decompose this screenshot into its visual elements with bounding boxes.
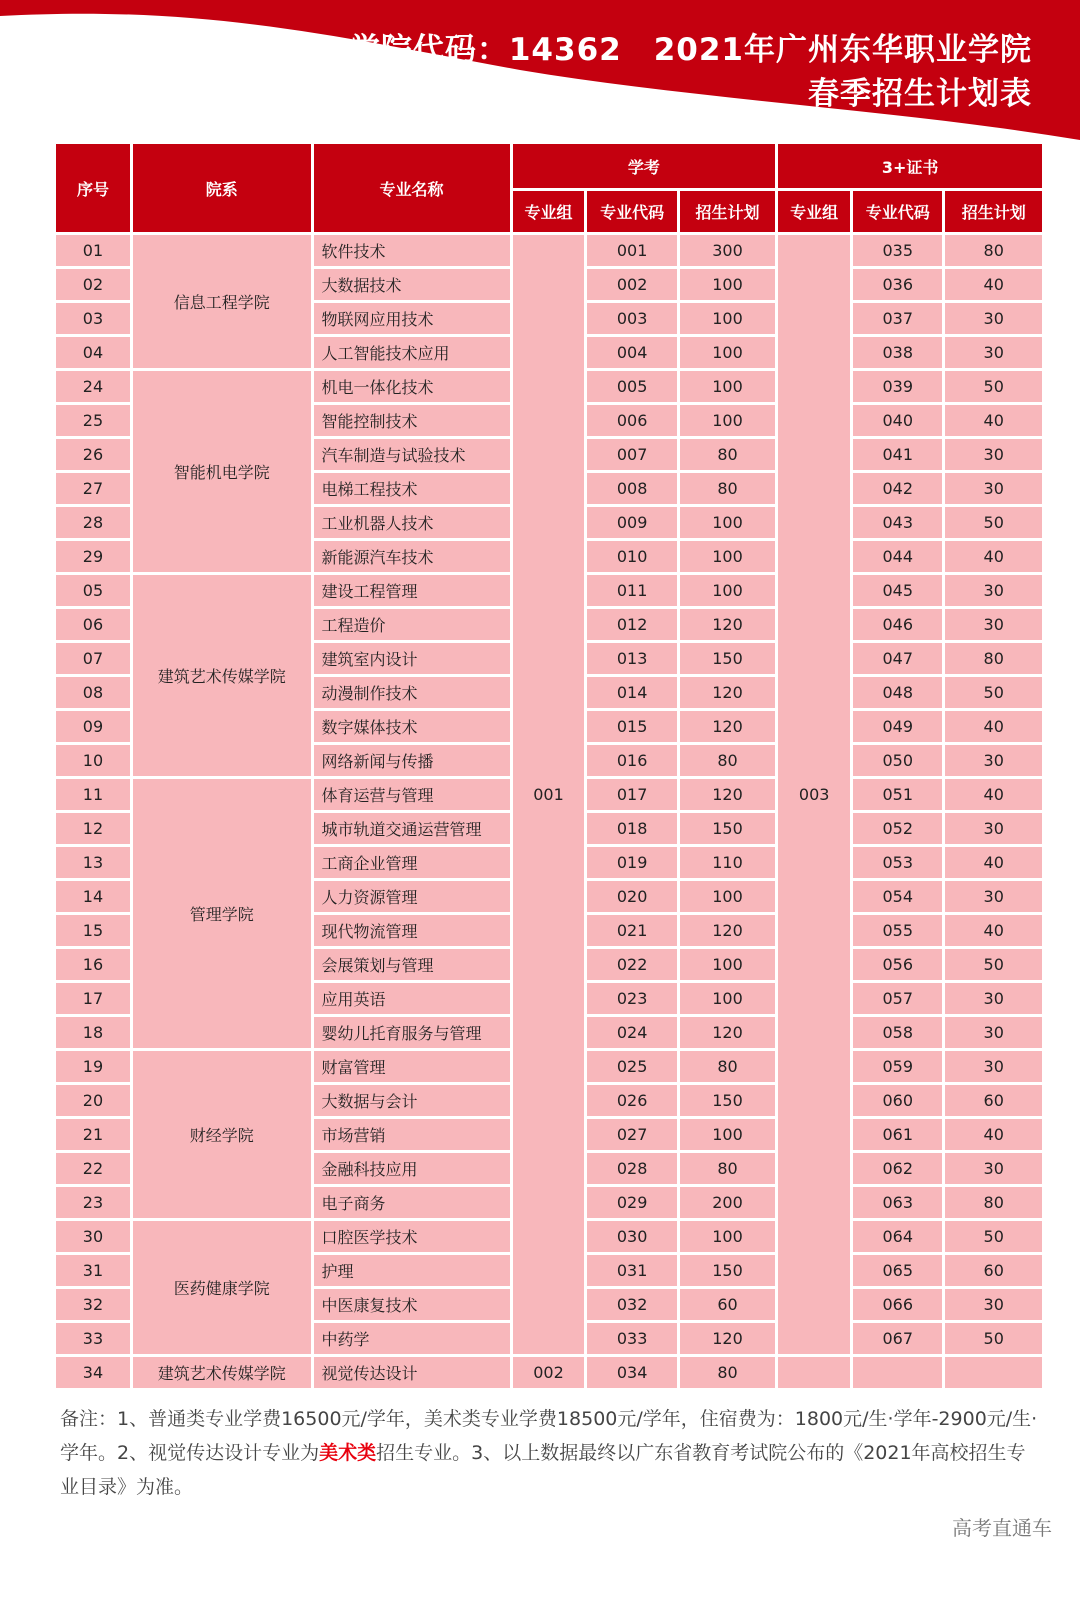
zs-code-cell: 047 <box>853 643 942 674</box>
zs-plan-cell: 40 <box>945 1119 1042 1150</box>
zs-code-cell: 064 <box>853 1221 942 1252</box>
xk-code-cell: 031 <box>587 1255 676 1286</box>
table-row <box>56 1357 1042 1388</box>
xk-code-cell: 005 <box>587 371 676 402</box>
xk-plan-cell: 300 <box>680 235 775 266</box>
xk-plan-cell: 80 <box>680 1153 775 1184</box>
major-name-cell: 人工智能技术应用 <box>314 337 510 368</box>
seq-cell: 17 <box>56 983 130 1014</box>
seq-cell: 34 <box>56 1357 130 1388</box>
major-name-cell: 护理 <box>314 1255 510 1286</box>
major-name-cell: 电子商务 <box>314 1187 510 1218</box>
major-name-cell: 物联网应用技术 <box>314 303 510 334</box>
xk-code-cell: 030 <box>587 1221 676 1252</box>
seq-cell: 21 <box>56 1119 130 1150</box>
seq-cell: 27 <box>56 473 130 504</box>
xk-code-cell: 007 <box>587 439 676 470</box>
zs-code-cell: 055 <box>853 915 942 946</box>
zs-plan-cell: 40 <box>945 779 1042 810</box>
remarks-highlight: 美术类 <box>319 1442 377 1464</box>
xk-plan-cell: 200 <box>680 1187 775 1218</box>
department-cell: 信息工程学院 <box>133 235 311 368</box>
zs-code-cell: 039 <box>853 371 942 402</box>
seq-cell: 05 <box>56 575 130 606</box>
zs-plan-cell: 30 <box>945 1153 1042 1184</box>
seq-cell: 18 <box>56 1017 130 1048</box>
zs-code-cell: 035 <box>853 235 942 266</box>
zs-plan-cell: 40 <box>945 711 1042 742</box>
seq-cell: 28 <box>56 507 130 538</box>
zs-plan-cell: 30 <box>945 609 1042 640</box>
xk-plan-cell: 120 <box>680 677 775 708</box>
zs-code-cell: 044 <box>853 541 942 572</box>
zs-plan-cell: 50 <box>945 507 1042 538</box>
xk-group-cell: 002 <box>513 1357 585 1388</box>
seq-cell: 26 <box>56 439 130 470</box>
major-name-cell: 视觉传达设计 <box>314 1357 510 1388</box>
header-zs-code: 专业代码 <box>853 191 942 232</box>
zs-plan-cell <box>945 1357 1042 1388</box>
seq-cell: 03 <box>56 303 130 334</box>
zs-plan-cell: 40 <box>945 405 1042 436</box>
department-cell: 医药健康学院 <box>133 1221 311 1354</box>
major-name-cell: 应用英语 <box>314 983 510 1014</box>
seq-cell: 29 <box>56 541 130 572</box>
remarks <box>60 1402 1040 1504</box>
zs-plan-cell: 50 <box>945 677 1042 708</box>
page-subtitle: 春季招生计划表 <box>808 76 1032 112</box>
seq-cell: 06 <box>56 609 130 640</box>
zs-code-cell: 046 <box>853 609 942 640</box>
seq-cell: 12 <box>56 813 130 844</box>
zs-plan-cell: 50 <box>945 949 1042 980</box>
seq-cell: 16 <box>56 949 130 980</box>
header-group-3plus: 3+证书 <box>778 144 1042 188</box>
zs-code-cell: 066 <box>853 1289 942 1320</box>
zs-plan-cell: 30 <box>945 303 1042 334</box>
xk-code-cell: 008 <box>587 473 676 504</box>
zs-group-cell: 003 <box>778 235 850 1354</box>
zs-plan-cell: 30 <box>945 575 1042 606</box>
zs-code-cell: 051 <box>853 779 942 810</box>
xk-plan-cell: 80 <box>680 1051 775 1082</box>
xk-plan-cell: 120 <box>680 711 775 742</box>
seq-cell: 11 <box>56 779 130 810</box>
zs-code-cell: 054 <box>853 881 942 912</box>
xk-plan-cell: 120 <box>680 779 775 810</box>
seq-cell: 08 <box>56 677 130 708</box>
major-name-cell: 中医康复技术 <box>314 1289 510 1320</box>
header-xk-group: 专业组 <box>513 191 585 232</box>
header-zs-plan: 招生计划 <box>945 191 1042 232</box>
zs-code-cell: 052 <box>853 813 942 844</box>
zs-group-cell <box>778 1357 850 1388</box>
zs-code-cell: 063 <box>853 1187 942 1218</box>
xk-code-cell: 024 <box>587 1017 676 1048</box>
table-body <box>56 235 1042 1388</box>
seq-cell: 32 <box>56 1289 130 1320</box>
xk-plan-cell: 80 <box>680 473 775 504</box>
major-name-cell: 金融科技应用 <box>314 1153 510 1184</box>
major-name-cell: 口腔医学技术 <box>314 1221 510 1252</box>
zs-code-cell: 065 <box>853 1255 942 1286</box>
xk-plan-cell: 100 <box>680 575 775 606</box>
xk-code-cell: 010 <box>587 541 676 572</box>
zs-code-cell: 040 <box>853 405 942 436</box>
seq-cell: 15 <box>56 915 130 946</box>
zs-plan-cell: 30 <box>945 881 1042 912</box>
zs-plan-cell: 30 <box>945 745 1042 776</box>
xk-code-cell: 026 <box>587 1085 676 1116</box>
major-name-cell: 建设工程管理 <box>314 575 510 606</box>
zs-plan-cell: 30 <box>945 439 1042 470</box>
seq-cell: 31 <box>56 1255 130 1286</box>
zs-code-cell: 036 <box>853 269 942 300</box>
major-name-cell: 会展策划与管理 <box>314 949 510 980</box>
zs-code-cell: 059 <box>853 1051 942 1082</box>
watermark: 高考直通车 <box>952 1516 1052 1540</box>
department-cell: 建筑艺术传媒学院 <box>133 1357 311 1388</box>
xk-code-cell: 022 <box>587 949 676 980</box>
zs-code-cell: 057 <box>853 983 942 1014</box>
major-name-cell: 工程造价 <box>314 609 510 640</box>
seq-cell: 19 <box>56 1051 130 1082</box>
xk-code-cell: 023 <box>587 983 676 1014</box>
seq-cell: 25 <box>56 405 130 436</box>
major-name-cell: 汽车制造与试验技术 <box>314 439 510 470</box>
zs-code-cell <box>853 1357 942 1388</box>
seq-cell: 02 <box>56 269 130 300</box>
xk-plan-cell: 100 <box>680 541 775 572</box>
xk-plan-cell: 80 <box>680 745 775 776</box>
xk-plan-cell: 80 <box>680 439 775 470</box>
zs-code-cell: 041 <box>853 439 942 470</box>
xk-code-cell: 001 <box>587 235 676 266</box>
major-name-cell: 工业机器人技术 <box>314 507 510 538</box>
major-name-cell: 新能源汽车技术 <box>314 541 510 572</box>
xk-plan-cell: 80 <box>680 1357 775 1388</box>
zs-plan-cell: 30 <box>945 473 1042 504</box>
department-cell: 智能机电学院 <box>133 371 311 572</box>
zs-code-cell: 061 <box>853 1119 942 1150</box>
xk-code-cell: 014 <box>587 677 676 708</box>
xk-plan-cell: 150 <box>680 813 775 844</box>
major-name-cell: 市场营销 <box>314 1119 510 1150</box>
xk-plan-cell: 100 <box>680 405 775 436</box>
seq-cell: 13 <box>56 847 130 878</box>
zs-code-cell: 050 <box>853 745 942 776</box>
seq-cell: 09 <box>56 711 130 742</box>
major-name-cell: 电梯工程技术 <box>314 473 510 504</box>
zs-plan-cell: 30 <box>945 1289 1042 1320</box>
xk-group-cell: 001 <box>513 235 585 1354</box>
department-cell: 管理学院 <box>133 779 311 1048</box>
xk-plan-cell: 150 <box>680 1255 775 1286</box>
zs-code-cell: 037 <box>853 303 942 334</box>
xk-code-cell: 003 <box>587 303 676 334</box>
seq-cell: 20 <box>56 1085 130 1116</box>
zs-plan-cell: 50 <box>945 371 1042 402</box>
xk-plan-cell: 100 <box>680 337 775 368</box>
xk-plan-cell: 100 <box>680 983 775 1014</box>
xk-code-cell: 018 <box>587 813 676 844</box>
zs-code-cell: 062 <box>853 1153 942 1184</box>
major-name-cell: 机电一体化技术 <box>314 371 510 402</box>
zs-plan-cell: 30 <box>945 813 1042 844</box>
xk-plan-cell: 110 <box>680 847 775 878</box>
table-row <box>56 235 1042 266</box>
xk-plan-cell: 100 <box>680 303 775 334</box>
xk-code-cell: 016 <box>587 745 676 776</box>
xk-code-cell: 002 <box>587 269 676 300</box>
zs-plan-cell: 30 <box>945 983 1042 1014</box>
xk-code-cell: 032 <box>587 1289 676 1320</box>
xk-code-cell: 033 <box>587 1323 676 1354</box>
major-name-cell: 中药学 <box>314 1323 510 1354</box>
seq-cell: 22 <box>56 1153 130 1184</box>
xk-code-cell: 011 <box>587 575 676 606</box>
header-dept: 院系 <box>133 144 311 232</box>
xk-plan-cell: 60 <box>680 1289 775 1320</box>
xk-plan-cell: 100 <box>680 507 775 538</box>
major-name-cell: 智能控制技术 <box>314 405 510 436</box>
xk-plan-cell: 150 <box>680 643 775 674</box>
xk-code-cell: 025 <box>587 1051 676 1082</box>
major-name-cell: 网络新闻与传播 <box>314 745 510 776</box>
xk-code-cell: 020 <box>587 881 676 912</box>
xk-code-cell: 006 <box>587 405 676 436</box>
major-name-cell: 体育运营与管理 <box>314 779 510 810</box>
zs-code-cell: 053 <box>853 847 942 878</box>
xk-code-cell: 027 <box>587 1119 676 1150</box>
major-name-cell: 财富管理 <box>314 1051 510 1082</box>
major-name-cell: 软件技术 <box>314 235 510 266</box>
xk-plan-cell: 100 <box>680 949 775 980</box>
xk-code-cell: 017 <box>587 779 676 810</box>
seq-cell: 04 <box>56 337 130 368</box>
major-name-cell: 建筑室内设计 <box>314 643 510 674</box>
xk-code-cell: 021 <box>587 915 676 946</box>
major-name-cell: 人力资源管理 <box>314 881 510 912</box>
zs-code-cell: 045 <box>853 575 942 606</box>
zs-plan-cell: 60 <box>945 1085 1042 1116</box>
xk-code-cell: 034 <box>587 1357 676 1388</box>
zs-code-cell: 043 <box>853 507 942 538</box>
zs-code-cell: 038 <box>853 337 942 368</box>
xk-plan-cell: 120 <box>680 609 775 640</box>
zs-code-cell: 067 <box>853 1323 942 1354</box>
major-name-cell: 婴幼儿托育服务与管理 <box>314 1017 510 1048</box>
major-name-cell: 大数据技术 <box>314 269 510 300</box>
header-group-xuekao: 学考 <box>513 144 776 188</box>
xk-plan-cell: 100 <box>680 881 775 912</box>
xk-plan-cell: 100 <box>680 269 775 300</box>
major-name-cell: 工商企业管理 <box>314 847 510 878</box>
header-xk-plan: 招生计划 <box>680 191 775 232</box>
remarks-text-2: 招生专业。3、以上数据最终以广东省教育考试院公布的《2021年高校招生专业目录》为准。 <box>60 1442 1026 1498</box>
xk-plan-cell: 120 <box>680 1323 775 1354</box>
page-title: 学院代码：14362 2021年广州东华职业学院 <box>348 32 1032 68</box>
zs-code-cell: 056 <box>853 949 942 980</box>
xk-code-cell: 028 <box>587 1153 676 1184</box>
remarks-text-1: 备注：1、普通类专业学费16500元/学年，美术类专业学费18500元/学年，住宿费为：1800元/生·学年-2900元/生·学年。2、视觉传达设计专业为 <box>60 1408 1038 1464</box>
xk-code-cell: 009 <box>587 507 676 538</box>
zs-plan-cell: 40 <box>945 915 1042 946</box>
header-xk-code: 专业代码 <box>587 191 676 232</box>
seq-cell: 24 <box>56 371 130 402</box>
xk-plan-cell: 150 <box>680 1085 775 1116</box>
zs-code-cell: 048 <box>853 677 942 708</box>
enrollment-plan-table <box>53 141 1045 1391</box>
zs-plan-cell: 80 <box>945 643 1042 674</box>
major-name-cell: 现代物流管理 <box>314 915 510 946</box>
seq-cell: 10 <box>56 745 130 776</box>
xk-code-cell: 029 <box>587 1187 676 1218</box>
zs-plan-cell: 30 <box>945 1051 1042 1082</box>
zs-plan-cell: 40 <box>945 269 1042 300</box>
zs-plan-cell: 50 <box>945 1221 1042 1252</box>
major-name-cell: 数字媒体技术 <box>314 711 510 742</box>
seq-cell: 07 <box>56 643 130 674</box>
zs-code-cell: 060 <box>853 1085 942 1116</box>
zs-plan-cell: 80 <box>945 1187 1042 1218</box>
major-name-cell: 动漫制作技术 <box>314 677 510 708</box>
header-zs-group: 专业组 <box>778 191 850 232</box>
zs-plan-cell: 30 <box>945 337 1042 368</box>
xk-plan-cell: 120 <box>680 915 775 946</box>
xk-plan-cell: 100 <box>680 371 775 402</box>
xk-code-cell: 019 <box>587 847 676 878</box>
xk-code-cell: 004 <box>587 337 676 368</box>
department-cell: 建筑艺术传媒学院 <box>133 575 311 776</box>
xk-plan-cell: 100 <box>680 1119 775 1150</box>
xk-plan-cell: 100 <box>680 1221 775 1252</box>
seq-cell: 30 <box>56 1221 130 1252</box>
header-major: 专业名称 <box>314 144 510 232</box>
zs-plan-cell: 40 <box>945 847 1042 878</box>
major-name-cell: 大数据与会计 <box>314 1085 510 1116</box>
zs-plan-cell: 50 <box>945 1323 1042 1354</box>
zs-code-cell: 058 <box>853 1017 942 1048</box>
zs-code-cell: 042 <box>853 473 942 504</box>
zs-plan-cell: 80 <box>945 235 1042 266</box>
seq-cell: 33 <box>56 1323 130 1354</box>
department-cell: 财经学院 <box>133 1051 311 1218</box>
zs-plan-cell: 60 <box>945 1255 1042 1286</box>
seq-cell: 23 <box>56 1187 130 1218</box>
xk-code-cell: 013 <box>587 643 676 674</box>
major-name-cell: 城市轨道交通运营管理 <box>314 813 510 844</box>
seq-cell: 01 <box>56 235 130 266</box>
xk-plan-cell: 120 <box>680 1017 775 1048</box>
zs-plan-cell: 40 <box>945 541 1042 572</box>
seq-cell: 14 <box>56 881 130 912</box>
zs-code-cell: 049 <box>853 711 942 742</box>
xk-code-cell: 015 <box>587 711 676 742</box>
zs-plan-cell: 30 <box>945 1017 1042 1048</box>
header-seq: 序号 <box>56 144 130 232</box>
xk-code-cell: 012 <box>587 609 676 640</box>
